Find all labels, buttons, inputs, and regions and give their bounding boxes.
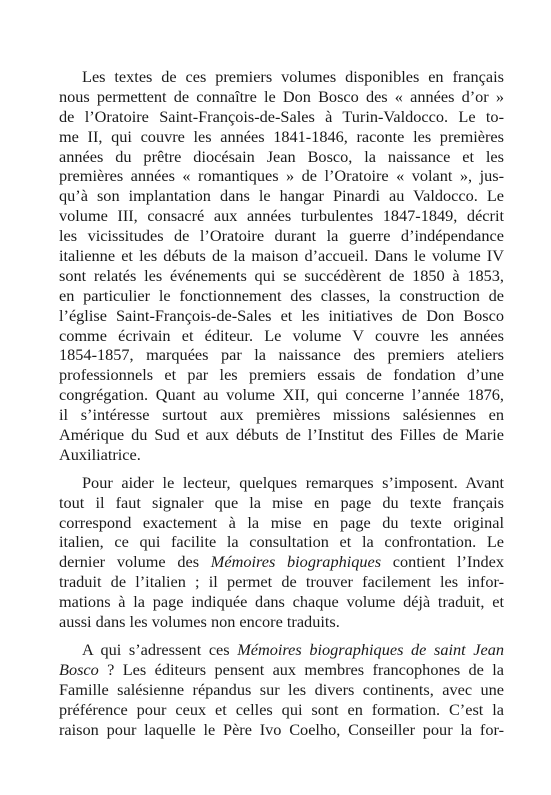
text-line bbox=[59, 286, 504, 306]
text-line bbox=[59, 306, 504, 326]
text-line bbox=[59, 345, 504, 365]
text-line bbox=[59, 493, 504, 513]
text-run: professionnels et par les premiers essais de fondation d’une bbox=[59, 365, 504, 385]
text-line bbox=[59, 680, 504, 700]
text-run: Auxiliatrice. bbox=[59, 444, 141, 464]
text-line bbox=[59, 385, 504, 405]
text-run: en particulier le fonctionnement des classes, la construction de bbox=[59, 285, 504, 305]
text-run: raison pour laquelle le Père Ivo Coelho, Conseiller pour la for- bbox=[59, 719, 504, 739]
text-line bbox=[59, 552, 504, 572]
text-run: contient l’Index bbox=[381, 552, 504, 572]
paragraph bbox=[59, 473, 504, 632]
text-line bbox=[59, 473, 504, 493]
text-run: traduit de l’italien ; il permet de trouver facilement les infor- bbox=[59, 572, 504, 592]
paragraph bbox=[59, 67, 504, 465]
italic-title-text: Bosco bbox=[59, 659, 99, 679]
text-run: Pour aider le lecteur, quelques remarques s’imposent. Avant bbox=[82, 472, 504, 492]
text-run: 1854-1857, marquées par la naissance des premiers ateliers bbox=[59, 345, 504, 365]
text-run: italienne et les débuts de la maison d’accueil. Dans le volume IV bbox=[59, 246, 504, 266]
text-line bbox=[59, 107, 504, 127]
text-run: tout il faut signaler que la mise en page du texte français bbox=[59, 492, 504, 512]
text-line bbox=[59, 425, 504, 445]
text-run: ? Les éditeurs pensent aux membres francophones de la bbox=[98, 659, 504, 679]
text-line bbox=[59, 405, 504, 425]
paragraph bbox=[59, 640, 504, 739]
text-line bbox=[59, 612, 504, 632]
text-run: Famille salésienne répandus sur les divers continents, avec une bbox=[59, 679, 504, 699]
text-line bbox=[59, 532, 504, 552]
text-line bbox=[59, 660, 504, 680]
paragraph-gap bbox=[59, 465, 504, 473]
text-run: dernier volume des bbox=[59, 552, 211, 572]
text-run: comme écrivain et éditeur. Le volume V couvre les années bbox=[59, 325, 504, 345]
text-line bbox=[59, 365, 504, 385]
text-line bbox=[59, 87, 504, 107]
text-run: les vicissitudes de l’Oratoire durant la guerre d’indépendance bbox=[59, 226, 504, 246]
text-line bbox=[59, 147, 504, 167]
text-run: qu’à son implantation dans le hangar Pinardi au Valdocco. Le bbox=[59, 186, 504, 206]
text-run: premières années « romantiques » de l’Oratoire « volant », jus- bbox=[59, 166, 504, 186]
text-run: l’église Saint-François-de-Sales et les initiatives de Don Bosco bbox=[59, 305, 504, 325]
text-line bbox=[59, 592, 504, 612]
text-line bbox=[59, 127, 504, 147]
text-run: Les textes de ces premiers volumes disponibles en français bbox=[82, 67, 504, 86]
text-line bbox=[59, 206, 504, 226]
text-run: années du prêtre diocésain Jean Bosco, la naissance et les bbox=[59, 146, 504, 166]
text-run: volume III, consacré aux années turbulentes 1847-1849, décrit bbox=[59, 206, 504, 226]
body-text bbox=[59, 67, 504, 739]
text-run: nous permettent de connaître le Don Bosco des « années d’or » bbox=[59, 86, 504, 106]
italic-title-text: Mémoires biographiques de saint Jean bbox=[237, 639, 504, 659]
text-run: sont relatés les événements qui se succédèrent de 1850 à 1853, bbox=[59, 265, 504, 285]
text-run: Amérique du Sud et aux débuts de l’Institut des Filles de Marie bbox=[59, 425, 504, 445]
text-line bbox=[59, 67, 504, 87]
text-line bbox=[59, 326, 504, 346]
italic-title-text: Mémoires biographiques bbox=[210, 552, 382, 572]
text-line bbox=[59, 720, 504, 740]
text-run: A qui s’adressent ces bbox=[82, 639, 238, 659]
text-run: mations à la page indiquée dans chaque volume déjà traduit, et bbox=[59, 592, 504, 612]
text-run: italien, ce qui facilite la consultation et la confrontation. Le bbox=[59, 532, 504, 552]
text-line bbox=[59, 266, 504, 286]
text-line bbox=[59, 572, 504, 592]
text-line bbox=[59, 640, 504, 660]
text-run: me II, qui couvre les années 1841-1846, raconte les premières bbox=[59, 126, 504, 146]
text-line bbox=[59, 186, 504, 206]
text-run: aussi dans les volumes non encore traduits. bbox=[59, 612, 340, 632]
text-run: il s’intéresse surtout aux premières missions salésiennes en bbox=[59, 405, 504, 425]
text-line bbox=[59, 166, 504, 186]
text-line bbox=[59, 445, 504, 465]
text-line bbox=[59, 513, 504, 533]
text-run: préférence pour ceux et celles qui sont en formation. C’est la bbox=[59, 699, 504, 719]
text-run: congrégation. Quant au volume XII, qui concerne l’année 1876, bbox=[59, 385, 504, 405]
text-line bbox=[59, 700, 504, 720]
text-run: de l’Oratoire Saint-François-de-Sales à Turin-Valdocco. Le to- bbox=[59, 106, 504, 126]
paragraph-gap bbox=[59, 632, 504, 640]
text-line bbox=[59, 226, 504, 246]
text-line bbox=[59, 246, 504, 266]
text-run: correspond exactement à la mise en page du texte original bbox=[59, 512, 504, 532]
